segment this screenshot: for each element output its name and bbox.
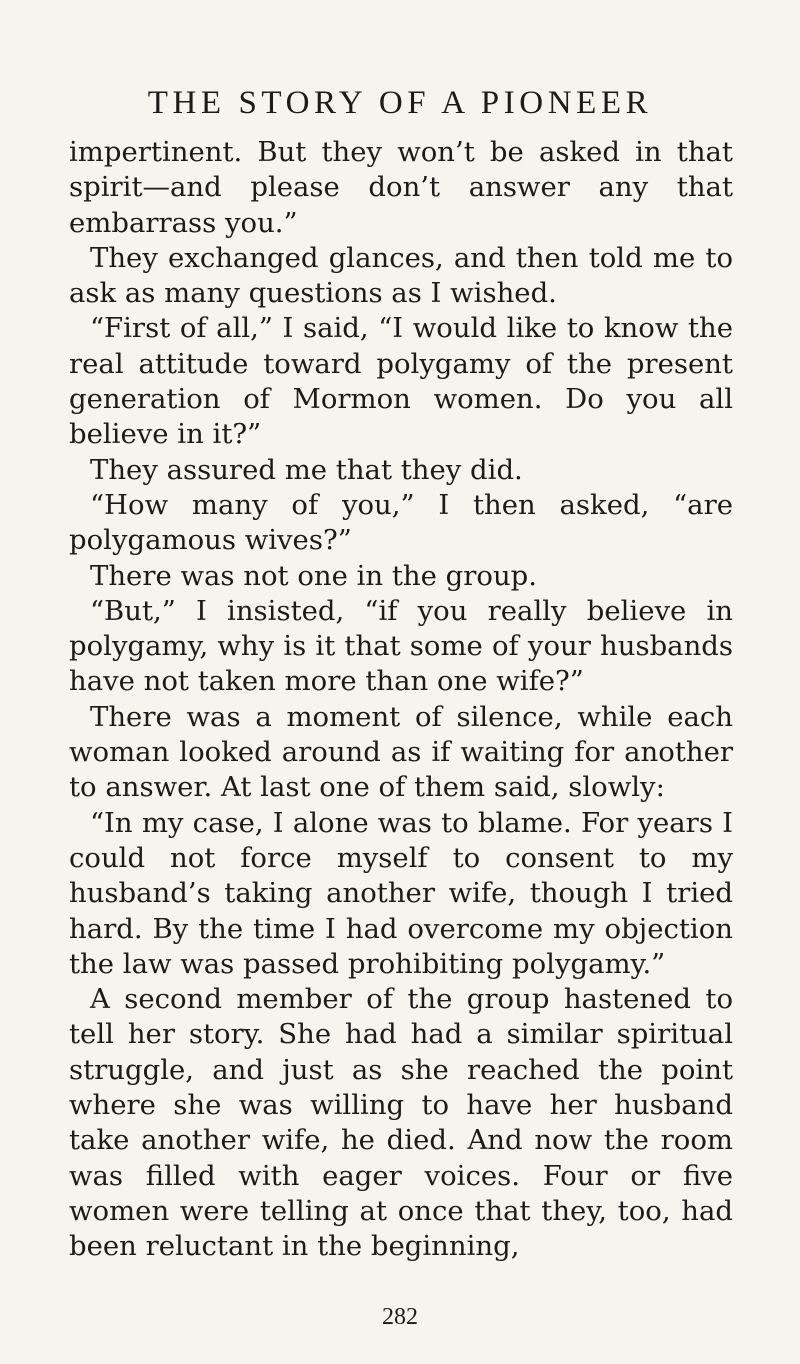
paragraph: “First of all,” I said, “I would like to know the real attitude toward polygamy of the present generation of Mormon women. Do you all believe in it?” bbox=[69, 312, 733, 451]
running-title: THE STORY OF A PIONEER bbox=[147, 85, 653, 121]
paragraph: “But,” I insisted, “if you really believe in polygamy, why is it that some of your husbands have not taken more than one wife?” bbox=[69, 594, 733, 698]
paragraph: “In my case, I alone was to blame. For years I could not force myself to consent to my husband’s taking another wife, though I tried hard. By the time I had overcome my objection the law was passed prohibiting polygamy.” bbox=[69, 806, 733, 980]
paragraph: A second member of the group hastened to tell her story. She had had a similar spiritual struggle, and just as she reached the point where she was willing to have her husband take another wife, he died. And now the room was filled with eager voices. Four or five women were telling at once that they, too, had been reluctant in the beginning, bbox=[69, 983, 733, 1263]
paragraph: “How many of you,” I then asked, “are polygamous wives?” bbox=[69, 488, 733, 557]
paragraph: There was a moment of silence, while each woman looked around as if waiting for another to answer. At last one of them said, slowly: bbox=[69, 700, 733, 804]
page-body bbox=[69, 135, 733, 1265]
page-number: 282 bbox=[382, 1304, 418, 1330]
paragraph: They assured me that they did. bbox=[90, 453, 523, 486]
paragraph: impertinent. But they won’t be asked in that spirit—and please don’t answer any that embarrass you.” bbox=[69, 136, 733, 239]
paragraph: They exchanged glances, and then told me to ask as many questions as I wished. bbox=[69, 241, 733, 310]
paragraph: There was not one in the group. bbox=[90, 559, 538, 592]
